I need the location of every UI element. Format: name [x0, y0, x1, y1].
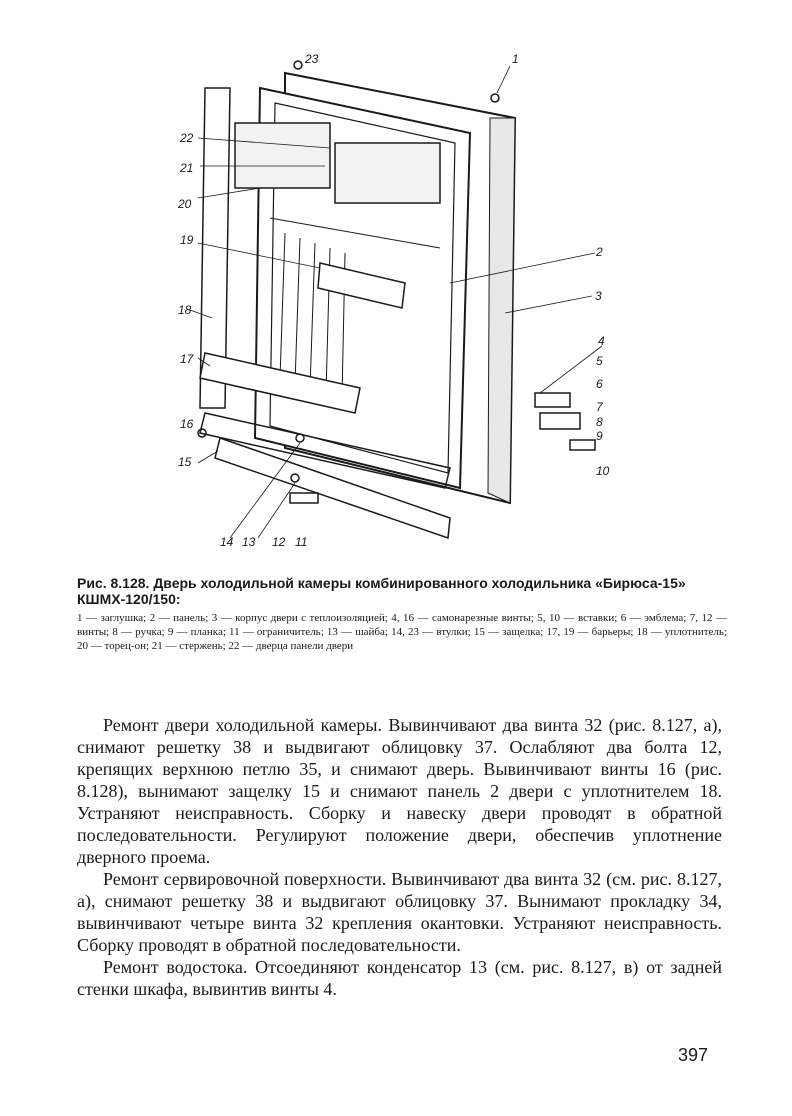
figure-door-exploded-view	[150, 48, 630, 568]
label-22: 22	[180, 131, 194, 145]
limiter-11	[290, 493, 318, 503]
label-9: 9	[596, 429, 603, 443]
door-diagram	[150, 48, 630, 568]
label-1: 1	[512, 52, 519, 66]
label-8: 8	[596, 415, 603, 429]
label-21: 21	[180, 161, 194, 175]
label-19: 19	[180, 233, 194, 247]
label-17: 17	[180, 352, 194, 366]
insert-10	[570, 440, 595, 450]
caption-legend: 1 — заглушка; 2 — панель; 3 — корпус двери с теплоизоляцией; 4, 16 — самонарезные винты; 5, 10 — вставки; 6 — эмблема; 7, 12 — винты; 8 — ручка; 9 — планка; 11 — ограничитель; 13 — шайба; 14, 23 — втулки; 15 — защелка; 17, 19 — барьеры; 18 — уплотнитель; 20 — торец-он; 21 — стержень; 22 — дверца панели двери	[77, 612, 727, 652]
label-20: 20	[178, 197, 192, 211]
label-13: 13	[242, 535, 256, 549]
label-10: 10	[596, 464, 610, 478]
label-15: 15	[178, 455, 192, 469]
plug-1	[491, 94, 499, 102]
label-5: 5	[596, 354, 603, 368]
label-23: 23	[305, 52, 319, 66]
label-2: 2	[596, 245, 603, 259]
label-7: 7	[596, 400, 603, 414]
caption-title: Рис. 8.128. Дверь холодильной камеры комбинированного холодильника «Бирюса-15» КШМХ-120/150:	[77, 575, 686, 607]
label-14: 14	[220, 535, 234, 549]
figure-caption	[77, 575, 727, 653]
label-3: 3	[595, 289, 602, 303]
paragraph-door-repair: Ремонт двери холодильной камеры. Вывинчивают два винта 32 (рис. 8.127, а), снимают решетку 38 и выдвигают облицовку 37. Ослабляют два болта 12, крепящих верхнюю петлю 35, и снимают дверь. Вывинчивают винты 16 (рис. 8.128), вынимают защелку 15 и снимают панель 2 двери с уплотнителем 18. Устраняют неисправность. Сборку и навеску двери проводят в обратной последовательности. Регулируют положение двери, обеспечив уплотнение дверного проема.	[77, 715, 722, 867]
emblem-6	[535, 393, 570, 407]
paragraph-drain-repair: Ремонт водостока. Отсоединяют конденсатор 13 (см. рис. 8.127, в) от задней стенки шкафа, вывинтив винты 4.	[77, 957, 722, 999]
bushing-23	[294, 61, 302, 69]
washer-13	[291, 474, 299, 482]
label-18: 18	[178, 303, 192, 317]
label-4: 4	[598, 334, 605, 348]
page-number: 397	[678, 1045, 709, 1065]
handle-8	[540, 413, 580, 429]
label-16: 16	[180, 417, 194, 431]
paragraph-serving-surface-repair: Ремонт сервировочной поверхности. Вывинчивают два винта 32 (см. рис. 8.127, а), снимают решетку 38 и выдвигают облицовку 37. Вынимают прокладку 34, вывинчивают четыре винта 32 крепления окантовки. Устраняют неисправность. Сборку проводят в обратной последовательности.	[77, 869, 722, 955]
label-6: 6	[596, 377, 603, 391]
label-11: 11	[295, 535, 308, 549]
body-text	[77, 714, 722, 1000]
label-12: 12	[272, 535, 286, 549]
